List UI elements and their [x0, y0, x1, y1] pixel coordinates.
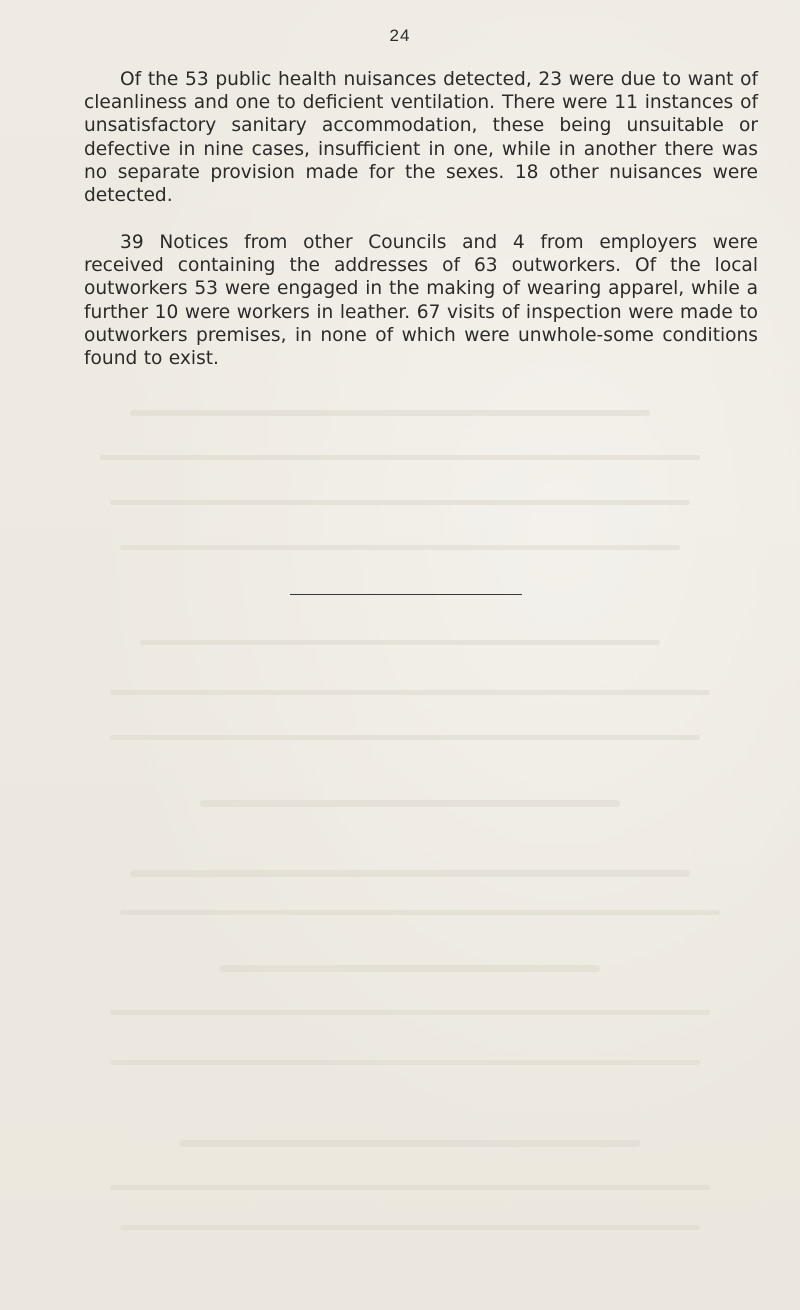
page-number: 24	[389, 26, 411, 45]
paragraph-outworkers: 39 Notices from other Councils and 4 from employers were received containing the addresses of 63 outworkers. Of the local outworkers 53 were engaged in the making of wearing apparel, while a further 10 were workers in leather. 67 visits of inspection were made to outworkers premises, in none of which were unwhole-some conditions found to exist.	[84, 232, 758, 370]
section-divider-rule	[290, 594, 522, 595]
paragraph-nuisances: Of the 53 public health nuisances detected, 23 were due to want of cleanliness and one to deficient ventilation. There were 11 instances of unsatisfactory sanitary accommodation, these being unsuitable or defective in nine cases, insufficient in one, while in another there was no separate provision made for the sexes. 18 other nuisances were detected.	[84, 69, 758, 207]
